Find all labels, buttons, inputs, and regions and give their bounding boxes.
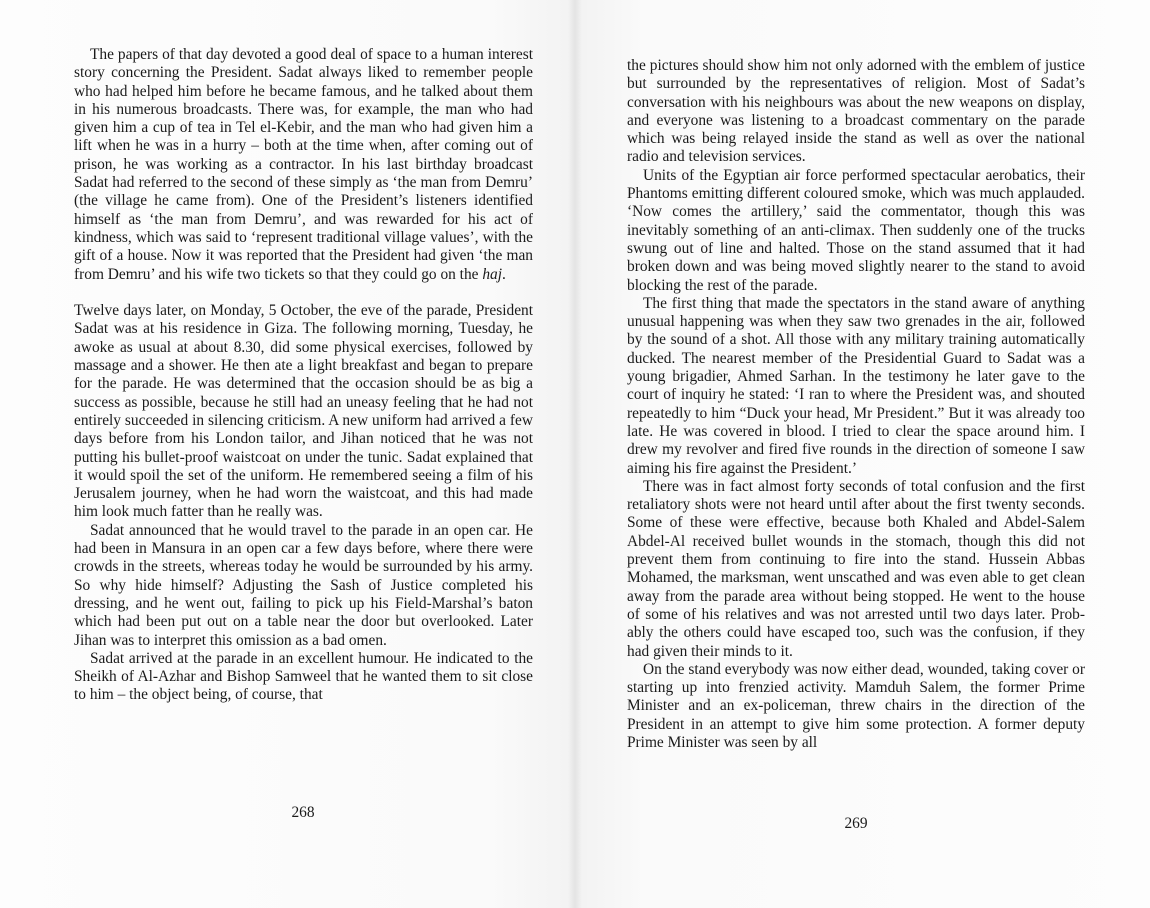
paragraph: Sadat arrived at the parade in an excellent humour. He indicated to the Sheikh of Al-Azhar and Bishop Samweel that he wanted them to sit close to him – the object being, of course, that xyxy=(74,649,533,704)
paragraph: The first thing that made the spectators in the stand aware of anything unusual happening was when they saw two grenades in the air, followed by the sound of a shot. All those with any military training automatically ducked. The nearest member of the Presidential Guard to Sadat was a young brigadier, Ahmed Sarhan. In the testimony he later gave to the court of inquiry he stated: ‘I ran to where the President was, and shouted repeatedly to him “Duck your head, Mr President.” But it was already too late. He was covered in blood. I tried to clear the space around him. I drew my revolver and fired five rounds in the direction of someone I saw aiming his fire against the President.’ xyxy=(627,294,1085,477)
paragraph: The papers of that day devoted a good deal of space to a human interest story concerning the President. Sadat always liked to remember people who had helped him before he became famous, and he talked about them in his numerous broadcasts. There was, for example, the man who had given him a cup of tea in Tel el-Kebir, and the man who had given him a lift when he was in a hurry – both at the time when, after coming out of prison, he was working as a contractor. In his last birthday broadcast Sadat had referred to the second of these simply as ‘the man from Demru’ (the village he came from). One of the President’s listeners identified himself as ‘the man from Demru’, and was rewarded for his act of kindness, which was said to ‘represent traditional village values’, with the gift of a house. Now it was reported that the President had given ‘the man from Demru’ and his wife two tickets so that they could go on the haj. xyxy=(74,46,533,283)
right-page xyxy=(575,0,1150,908)
left-page-text xyxy=(74,46,533,705)
paragraph: There was in fact almost forty seconds of total confusion and the first retaliatory shots were not heard until after about the first twenty seconds. Some of these were effective, because both Khaled and Abdel-Salem Abdel-Al received bullet wounds in the stomach, though this did not prevent them from continuing to fire into the stand. Hussein Abbas Mohamed, the marksman, went unscathed and was even able to get clean away from the parade area without being stopped. He went to the house of some of his relatives and was not arrested until two days later. Probably the others could have escaped too, such was the confusion, if they had given their minds to it. xyxy=(627,477,1085,660)
page-number: 268 xyxy=(291,804,315,821)
paragraph: the pictures should show him not only adorned with the emblem of justice but surrounded by the representatives of religion. Most of Sadat’s conversation with his neighbours was about the new weapons on display, and everyone was listening to a broadcast commentary on the parade which was being relayed inside the stand as well as over the national radio and television services. xyxy=(627,57,1085,166)
paragraph: Sadat announced that he would travel to the parade in an open car. He had been in Mansura in an open car a few days before, where there were crowds in the streets, whereas today he would be surrounded by his army. So why hide himself? Adjusting the Sash of Justice completed his dressing, and he went out, failing to pick up his Field-Marshal’s baton which had been put out on a table near the door but overlooked. Later Jihan was to interpret this omission as a bad omen. xyxy=(74,521,533,649)
paragraph: Twelve days later, on Monday, 5 October, the eve of the parade, President Sadat was at his residence in Giza. The following morning, Tuesday, he awoke as usual at about 8.30, did some physical exercises, followed by massage and a shower. He then ate a light breakfast and began to prepare for the parade. He was determined that the occasion should be as big a success as possible, because he still had an uneasy feeling that he had not entirely succeeded in silencing criticism. A new uniform had arrived a few days before from his London tailor, and Jihan noticed that he was not putting his bullet-proof waistcoat on under the tunic. Sadat explained that it would spoil the set of the uniform. He remembered seeing a film of his Jerusalem journey, when he had worn the waistcoat, and this had made him look much fatter than he really was. xyxy=(74,302,533,521)
right-page-text xyxy=(627,57,1085,752)
paragraph: Units of the Egyptian air force performed spectacular aerobatics, their Phantoms emitting different coloured smoke, which was much applauded. ‘Now comes the artillery,’ said the commentator, though this was inevitably something of an anti-climax. Then suddenly one of the trucks swung out of line and halted. Those on the stand assumed that it had broken down and was being moved slightly nearer to the stand to avoid blocking the rest of the parade. xyxy=(627,166,1085,294)
book-gutter xyxy=(568,0,582,908)
page-number: 269 xyxy=(844,815,868,832)
paragraph: On the stand everybody was now either dead, wounded, taking cover or starting up into frenzied activity. Mamduh Salem, the former Prime Minister and an ex-policeman, threw chairs in the direction of the President in an attempt to give him some protection. A former deputy Prime Minister was seen by all xyxy=(627,660,1085,751)
